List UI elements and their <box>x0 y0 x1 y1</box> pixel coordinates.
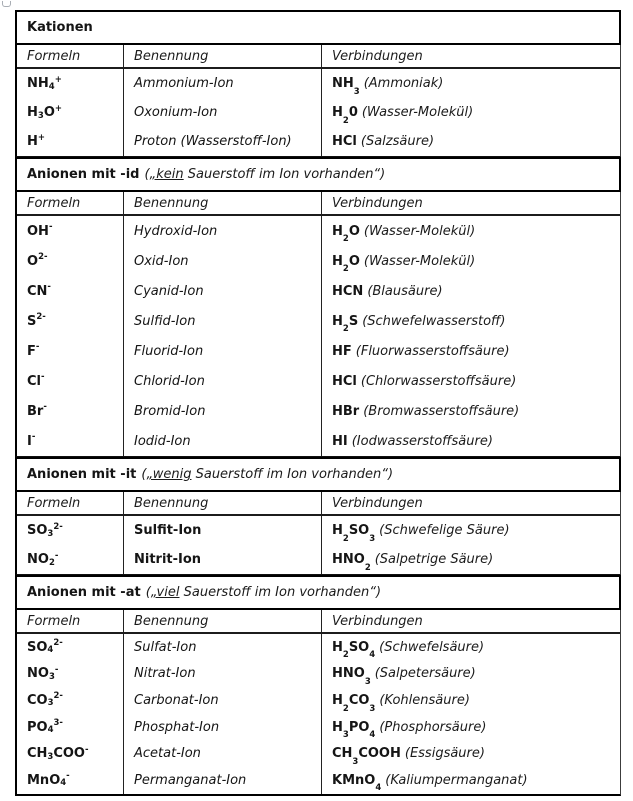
compound-formula: $H_2SO_3$ <box>332 523 376 544</box>
section <box>15 10 621 157</box>
ion-formula: CH $_3$ COO - <box>17 740 124 767</box>
ion-name: Permanganat-Ion <box>124 767 322 794</box>
compound <box>322 516 620 545</box>
ion-formula: NH $_4$ + <box>17 69 124 98</box>
column-header-verbindungen: Verbindungen <box>332 613 423 629</box>
compound-formula: KMnO$_4$ <box>332 772 382 794</box>
compound <box>322 246 620 276</box>
section <box>15 575 621 796</box>
ion-name: Sulfat-Ion <box>124 634 322 661</box>
ion-formula: CN - <box>17 276 124 306</box>
column-header-benennung: Benennung <box>124 192 322 214</box>
compound <box>322 216 620 246</box>
compound-formula: $H_3PO_4$ <box>332 719 376 741</box>
ion-formula: SO $_4$ $^{2-}$ <box>17 634 124 661</box>
compound-formula: HF <box>332 343 352 359</box>
section-title <box>15 157 621 192</box>
underlined-keyword: „kein <box>149 167 184 182</box>
ion-formula: I - <box>17 426 124 456</box>
compound-name: (Chlorwasserstoffsäure) <box>360 373 517 389</box>
table-row <box>17 216 620 246</box>
compound-formula: $H_20$ <box>332 105 358 126</box>
column-header-formeln: Formeln <box>17 610 124 632</box>
ion-formula: SO $_3$ $^{2-}$ <box>17 516 124 545</box>
table-row <box>17 127 620 156</box>
ion-name: Ammonium-Ion <box>124 69 322 98</box>
section-title-text: Anionen mit -at <box>27 585 141 600</box>
ion-name: Nitrat-Ion <box>124 661 322 688</box>
compound-name: (Blausäure) <box>367 283 443 299</box>
compound-formula: $H_2O$ <box>332 223 360 245</box>
table-row <box>17 366 620 396</box>
compound-formula: HBr <box>332 403 360 419</box>
table-row <box>17 740 620 767</box>
column-header-benennung: Benennung <box>124 610 322 632</box>
compound-name: (Schwefelwasserstoff) <box>362 313 506 329</box>
compound-formula: HCl <box>332 373 357 389</box>
ion-name: Sulfit-Ion <box>124 516 322 545</box>
table-row <box>17 634 620 661</box>
compound <box>322 98 620 127</box>
compound <box>322 396 620 426</box>
compound <box>322 366 620 396</box>
compound <box>322 69 620 98</box>
note-rest: Sauerstoff im Ion vorhanden“) <box>191 467 394 482</box>
table-row <box>17 276 620 306</box>
section-title-text: Anionen mit -it <box>27 467 137 482</box>
section-title <box>15 575 621 610</box>
section-grid <box>15 610 621 796</box>
ion-formula: H + <box>17 127 124 156</box>
column-header-verbindungen: Verbindungen <box>332 48 423 64</box>
column-header-row <box>17 192 620 216</box>
ion-name: Iodid-Ion <box>124 426 322 456</box>
compound-name: (Salpetersäure) <box>374 666 476 682</box>
ion-formula: MnO $_4$ - <box>17 767 124 794</box>
compound <box>322 740 620 767</box>
ion-formula: CO $_3$ $^{2-}$ <box>17 687 124 714</box>
note-open: ( <box>144 167 150 182</box>
section-title <box>15 10 621 45</box>
column-header-row <box>17 45 620 69</box>
table-row <box>17 661 620 688</box>
note-open: ( <box>141 467 147 482</box>
compound-name: (Essigsäure) <box>404 746 485 762</box>
ion-formula: H $_3$ O + <box>17 98 124 127</box>
ion-formula: Br - <box>17 396 124 426</box>
compound-name: (Phosphorsäure) <box>379 719 487 735</box>
table-row <box>17 767 620 794</box>
compound <box>322 687 620 714</box>
note-rest: Sauerstoff im Ion vorhanden“) <box>183 167 386 182</box>
compound-formula: $H_2S$ <box>332 313 359 335</box>
underlined-keyword: „viel <box>150 585 180 600</box>
compound-formula: HCN <box>332 283 364 299</box>
section <box>15 157 621 457</box>
compound <box>322 426 620 456</box>
column-header-verbindungen: Verbindungen <box>332 195 423 211</box>
ion-name: Fluorid-Ion <box>124 336 322 366</box>
ion-name: Acetat-Ion <box>124 740 322 767</box>
compound-name: (Fluorwasserstoffsäure) <box>355 343 510 359</box>
compound-name: (Wasser-Molekül) <box>363 223 476 239</box>
note-rest: Sauerstoff im Ion vorhanden“) <box>179 585 382 600</box>
section-grid <box>15 492 621 575</box>
compound-formula: $HNO_3$ <box>332 666 371 687</box>
compound-name: (Salpetrige Säure) <box>374 552 494 567</box>
table-row <box>17 336 620 366</box>
compound-formula: $CH_3COOH$ <box>332 746 401 767</box>
ion-name: Chlorid-Ion <box>124 366 322 396</box>
compound <box>322 127 620 156</box>
ion-name: Proton (Wasserstoff-Ion) <box>124 127 322 156</box>
section-title-text: Kationen <box>27 20 93 35</box>
ion-name: Oxonium-Ion <box>124 98 322 127</box>
section-grid <box>15 192 621 457</box>
underlined-keyword: „wenig <box>146 467 192 482</box>
column-header-formeln: Formeln <box>17 192 124 214</box>
table-row <box>17 687 620 714</box>
ion-name: Nitrit-Ion <box>124 545 322 574</box>
compound-formula: HCl <box>332 134 357 149</box>
table-row <box>17 69 620 98</box>
column-header-row <box>17 610 620 634</box>
compound <box>322 714 620 741</box>
ion-name: Carbonat-Ion <box>124 687 322 714</box>
compound-name: (Bromwasserstoffsäure) <box>363 403 520 419</box>
compound <box>322 634 620 661</box>
compound-name: (Kaliumpermanganat) <box>385 772 528 788</box>
compound-name: (Schwefelige Säure) <box>379 523 510 538</box>
ion-formula: PO $_4$ $^{3-}$ <box>17 714 124 741</box>
table-row <box>17 714 620 741</box>
section-grid <box>15 45 621 157</box>
compound-name: (Kohlensäure) <box>379 692 470 708</box>
section-title <box>15 457 621 492</box>
compound-name: (Salzsäure) <box>360 134 435 149</box>
note-open: ( <box>145 585 151 600</box>
section-title-note <box>144 167 385 182</box>
column-header-benennung: Benennung <box>124 45 322 67</box>
compound-formula: HI <box>332 433 348 449</box>
table-row <box>17 246 620 276</box>
table-row <box>17 545 620 574</box>
column-header-verbindungen: Verbindungen <box>332 495 423 511</box>
compound-name: (Ammoniak) <box>363 76 444 91</box>
ion-formula: NO $_3$ - <box>17 661 124 688</box>
ion-name: Cyanid-Ion <box>124 276 322 306</box>
table-row <box>17 306 620 336</box>
compound-formula: $HNO_2$ <box>332 552 371 573</box>
compound-name: (Wasser-Molekül) <box>361 105 474 120</box>
ion-formula: NO $_2$ - <box>17 545 124 574</box>
object-anchor-mark <box>2 1 11 7</box>
ion-formula: S $^{2-}$ <box>17 306 124 336</box>
table-row <box>17 426 620 456</box>
section-title-text: Anionen mit -id <box>27 167 140 182</box>
ion-formula: OH - <box>17 216 124 246</box>
ion-name: Oxid-Ion <box>124 246 322 276</box>
compound-name: (Iodwasserstoffsäure) <box>351 433 493 449</box>
compound-name: (Schwefelsäure) <box>379 639 485 655</box>
compound <box>322 545 620 574</box>
ion-name: Hydroxid-Ion <box>124 216 322 246</box>
ion-formula: Cl - <box>17 366 124 396</box>
compound-formula: $H_2CO_3$ <box>332 692 376 714</box>
compound <box>322 306 620 336</box>
compound <box>322 661 620 688</box>
compound-formula: $H_2O$ <box>332 253 360 275</box>
ion-formula: O $^{2-}$ <box>17 246 124 276</box>
column-header-formeln: Formeln <box>17 492 124 514</box>
table-row <box>17 516 620 545</box>
column-header-benennung: Benennung <box>124 492 322 514</box>
table-row <box>17 396 620 426</box>
ion-table <box>15 10 621 796</box>
compound-formula: $H_2SO_4$ <box>332 639 376 661</box>
table-row <box>17 98 620 127</box>
ion-name: Bromid-Ion <box>124 396 322 426</box>
compound <box>322 767 620 794</box>
section <box>15 457 621 575</box>
ion-formula: F - <box>17 336 124 366</box>
ion-name: Phosphat-Ion <box>124 714 322 741</box>
compound <box>322 336 620 366</box>
column-header-formeln: Formeln <box>17 45 124 67</box>
compound <box>322 276 620 306</box>
ion-name: Sulfid-Ion <box>124 306 322 336</box>
section-title-note <box>146 585 381 600</box>
section-title-note <box>141 467 393 482</box>
column-header-row <box>17 492 620 516</box>
compound-formula: $NH_3$ <box>332 76 360 97</box>
compound-name: (Wasser-Molekül) <box>363 253 476 269</box>
